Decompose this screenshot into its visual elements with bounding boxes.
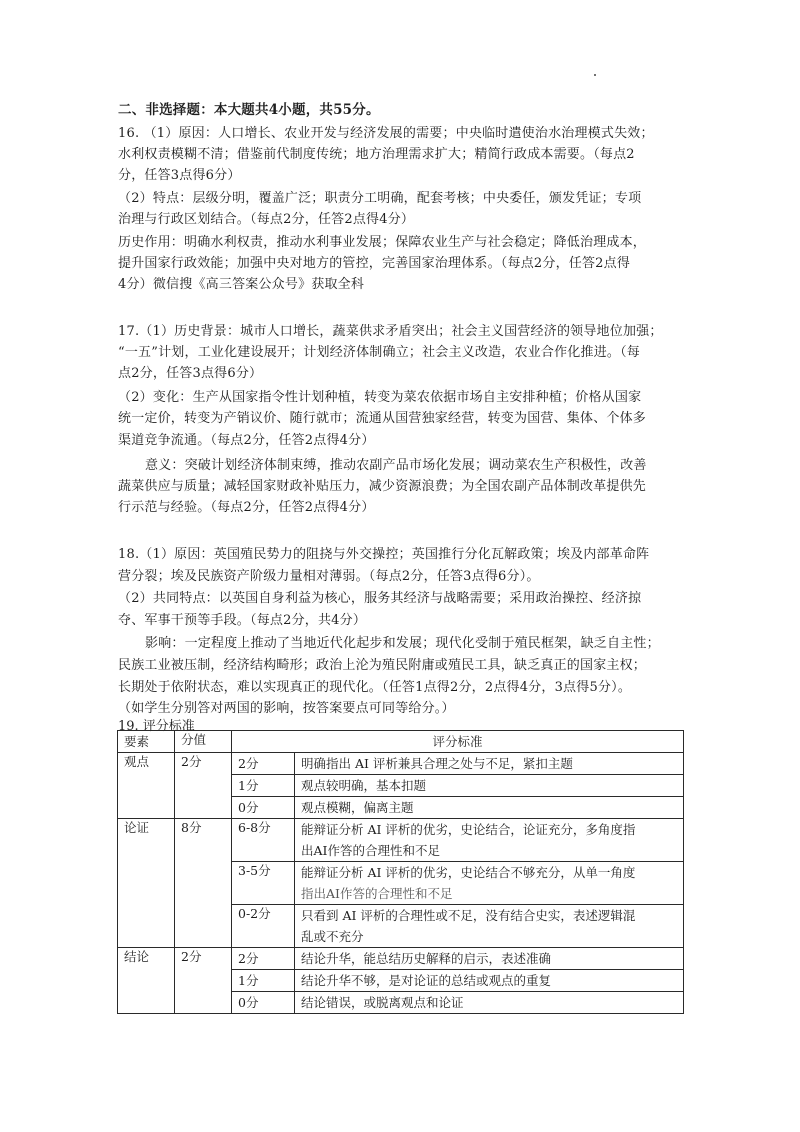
header-cell-element: 要素 xyxy=(118,731,175,753)
criteria-cell xyxy=(295,905,684,948)
q18-line: 长期处于依附状态，难以实现真正的现代化。（任答1点得2分，2点得4分，3点得5分）。 xyxy=(118,680,632,695)
range-cell: 3-5分 xyxy=(232,862,295,905)
element-cell: 论证 xyxy=(118,819,175,948)
scoring-rubric-table xyxy=(117,730,684,1014)
q19-caption: 19. 评分标准 xyxy=(118,719,195,734)
element-cell: 结论 xyxy=(118,948,175,1014)
q16-line: （2）特点：层级分明，覆盖广泛；职责分工明确，配套考核；中央委任，颁发凭证；专项 xyxy=(118,191,642,206)
q16-line: 治理与行政区划结合。（每点2分，任答2点得4分） xyxy=(118,212,415,227)
range-cell: 1分 xyxy=(232,775,295,797)
q17-line: “一五”计划，工业化建设展开；计划经济体制确立；社会主义改造，农业合作化推进。（每 xyxy=(118,345,640,360)
table-header-row xyxy=(118,731,684,753)
q17-line: （2）变化：生产从国家指令性计划种植，转变为菜农依据市场自主安排种植；价格从国家 xyxy=(118,390,642,405)
criteria-cell xyxy=(295,819,684,862)
q17-line: 统一定价，转变为产销议价、随行就市；流通从国营独家经营，转变为国营、集体、个体多 xyxy=(118,411,647,426)
header-cell-criteria: 评分标准 xyxy=(232,731,684,753)
q18-line: 18.（1）原因：英国殖民势力的阻挠与外交操控；英国推行分化瓦解政策；埃及内部革命阵 xyxy=(118,547,650,562)
table-row xyxy=(118,753,684,775)
q16-line: 水利权责模糊不清；借鉴前代制度传统；地方治理需求扩大；精简行政成本需要。（每点2 xyxy=(118,147,635,162)
criteria-text: 只看到 AI 评析的合理性或不足，没有结合史实，表述逻辑混 xyxy=(301,908,636,923)
criteria-text: 结论升华不够，是对论证的总结或观点的重复 xyxy=(301,973,552,988)
range-cell: 6-8分 xyxy=(232,819,295,862)
score-cell: 2分 xyxy=(175,753,232,819)
range-cell: 2分 xyxy=(232,753,295,775)
table-row xyxy=(118,819,684,862)
q18-line: （如学生分别答对两国的影响，按答案要点可同等给分。） xyxy=(118,701,455,716)
criteria-cell xyxy=(295,775,684,797)
criteria-cell xyxy=(295,797,684,819)
q18-line: 夺、军事干预等手段。（每点2分，共4分） xyxy=(118,613,367,628)
criteria-text: 观点模糊，偏离主题 xyxy=(301,800,414,815)
q18-line: 营分裂；埃及民族资产阶级力量相对薄弱。（每点2分，任答3点得6分）。 xyxy=(118,569,540,584)
q18-line: 民族工业被压制，经济结构畸形；政治上沦为殖民附庸或殖民工具，缺乏真正的国家主权； xyxy=(118,658,647,673)
score-cell: 8分 xyxy=(175,819,232,948)
criteria-text: 观点较明确，基本扣题 xyxy=(301,778,427,793)
criteria-text: 能辩证分析 AI 评析的优劣，史论结合不够充分，从单一角度 xyxy=(301,865,636,880)
q17-line: 点2分，任答3点得6分） xyxy=(118,366,263,381)
criteria-cell xyxy=(295,862,684,905)
criteria-cell xyxy=(295,948,684,970)
header-cell-score: 分值 xyxy=(175,731,232,753)
range-cell: 1分 xyxy=(232,970,295,992)
criteria-text: 结论错误，或脱离观点和论证 xyxy=(301,995,464,1010)
criteria-text: 明确指出 AI 评析兼具合理之处与不足，紧扣主题 xyxy=(301,756,573,771)
table-row xyxy=(118,948,684,970)
range-cell: 2分 xyxy=(232,948,295,970)
q16-line: 16. （1）原因：人口增长、农业开发与经济发展的需要；中央临时遣使治水治理模式失效； xyxy=(118,126,654,141)
criteria-cell xyxy=(295,992,684,1014)
range-cell: 0-2分 xyxy=(232,905,295,948)
criteria-cell xyxy=(295,970,684,992)
q16-line: 历史作用：明确水利权责，推动水利事业发展；保障农业生产与社会稳定；降低治理成本， xyxy=(118,235,647,250)
criteria-text: 能辩证分析 AI 评析的优劣，史论结合，论证充分，多角度指 xyxy=(301,822,636,837)
q16-line: 分，任答3点得6分） xyxy=(118,168,241,183)
q17-line: 渠道竞争流通。（每点2分，任答2点得4分） xyxy=(118,433,375,448)
q17-line: 意义：突破计划经济体制束缚，推动农副产品市场化发展；调动菜农生产积极性，改善 xyxy=(145,458,647,473)
q17-line: 蔬菜供应与质量；减轻国家财政补贴压力，减少资源浪费；为全国农副产品体制改革提供先 xyxy=(118,479,647,494)
score-cell: 2分 xyxy=(175,948,232,1014)
q18-line: （2）共同特点：以英国自身利益为核心，服务其经济与战略需要；采用政治操控、经济掠 xyxy=(118,591,642,606)
q17-line: 17.（1）历史背景：城市人口增长，蔬菜供求矛盾突出；社会主义国营经济的领导地位加强； xyxy=(118,324,663,339)
criteria-text: 结论升华，能总结历史解释的启示，表述准确 xyxy=(301,951,552,966)
section-title: 二、非选择题：本大题共4小题，共55分。 xyxy=(118,102,380,118)
q18-line: 影响：一定程度上推动了当地近代化起步和发展；现代化受制于殖民框架，缺乏自主性； xyxy=(145,636,660,651)
q16-line-wechat: 4分）微信搜《高三答案公众号》获取全科 xyxy=(118,277,365,292)
q17-line: 行示范与经验。（每点2分，任答2点得4分） xyxy=(118,500,375,515)
criteria-text: 出AI作答的合理性和不足 xyxy=(301,843,440,858)
range-cell: 0分 xyxy=(232,992,295,1014)
criteria-text: 乱或不充分 xyxy=(301,929,364,944)
q16-line: 提升国家行政效能；加强中央对地方的管控，完善国家治理体系。（每点2分，任答2点得 xyxy=(118,256,631,271)
criteria-cell xyxy=(295,753,684,775)
criteria-text: 指出AI作答的合理性和不足 xyxy=(301,886,453,901)
scan-speck xyxy=(594,74,596,76)
element-cell: 观点 xyxy=(118,753,175,819)
range-cell: 0分 xyxy=(232,797,295,819)
